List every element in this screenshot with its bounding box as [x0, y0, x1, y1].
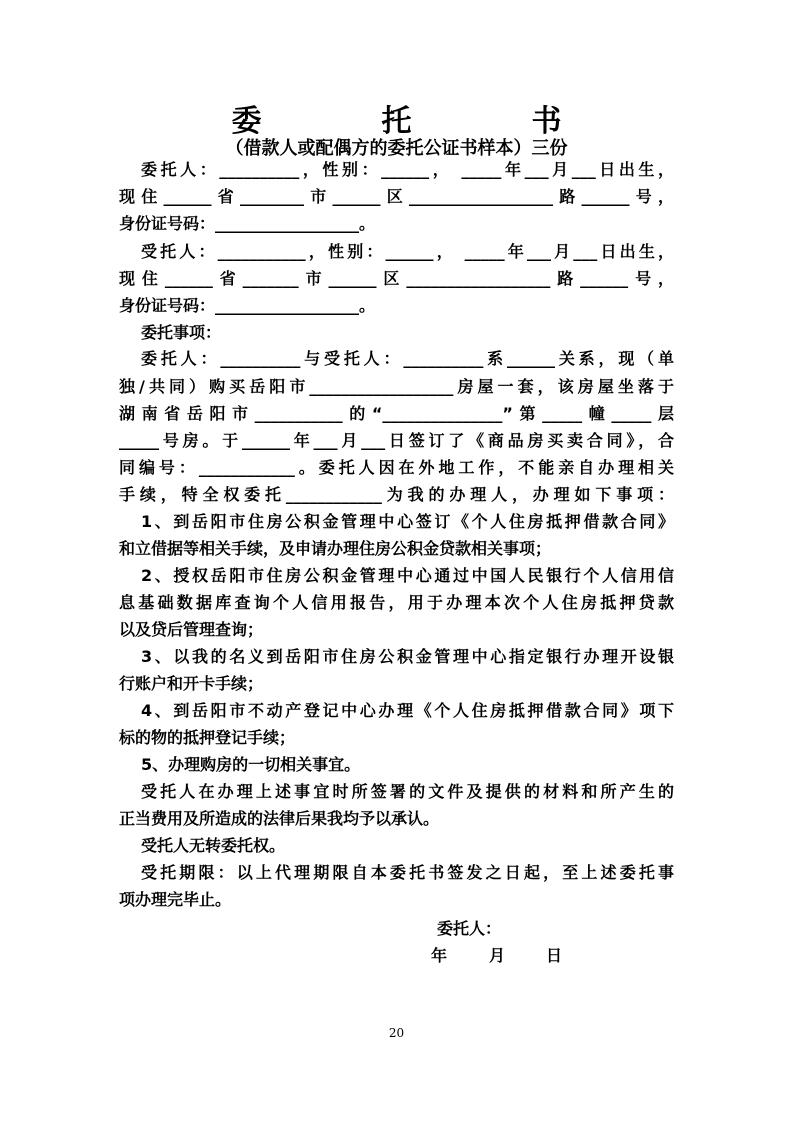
principal-info-line: 委托人：__________，性别：______， _____年___月___日出生， — [141, 160, 674, 179]
matters-paragraph-line: 委托人：__________与受托人：__________系______关系，现（单 — [141, 349, 674, 368]
item-2-line: 息基础数据库查询个人信用报告，用于办理本次个人住房抵押贷款 — [119, 593, 674, 612]
principal-address-line: 现住______省________市______区__________________路______号， — [119, 187, 674, 206]
matters-paragraph-line: 独/共同）购买岳阳市__________________房屋一套，该房屋坐落于 — [119, 377, 674, 396]
agent-address-line: 现住______省_______市______区__________________路______号， — [119, 269, 674, 288]
item-3-line: 3、以我的名义到岳阳市住房公积金管理中心指定银行办理开设银 — [141, 647, 674, 666]
item-3-line: 行账户和开卡手续； — [119, 674, 264, 693]
item-4-line: 标的物的抵押登记手续； — [119, 728, 296, 747]
term-line: 项办理完毕止。 — [119, 890, 232, 909]
matters-heading: 委托事项： — [141, 323, 222, 342]
signature-month: 月 — [489, 946, 506, 965]
agent-info-line: 受托人：___________，性别：______， _____年___月___日出生， — [141, 242, 674, 261]
item-2-line: 2、授权岳阳市住房公积金管理中心通过中国人民银行个人信用信 — [141, 566, 674, 585]
signature-day: 日 — [546, 946, 563, 965]
item-1-line: 和立借据等相关手续，及申请办理住房公积金贷款相关事项； — [119, 539, 552, 558]
no-subdelegation-line: 受托人无转委托权。 — [141, 836, 286, 855]
agent-id-line: 身份证号码：__________________。 — [119, 296, 376, 315]
item-5-line: 5、办理购房的一切相关事宜。 — [141, 755, 361, 774]
title-char-2: 托 — [381, 104, 412, 139]
matters-paragraph-line: 湖南省岳阳市___________的“_______________”第_____幢_____层 — [119, 404, 674, 423]
matters-paragraph-line: 同编号：____________。委托人因在外地工作，不能亲自办理相关 — [119, 458, 674, 477]
term-line: 受托期限：以上代理期限自本委托书签发之日起，至上述委托事 — [141, 863, 674, 882]
matters-paragraph-line: 手续，特全权委托____________为我的办理人，办理如下事项： — [119, 485, 674, 504]
signature-label: 委托人： — [437, 919, 502, 938]
matters-paragraph-line: _____号房。于______年___月___日签订了《商品房买卖合同》，合 — [119, 431, 674, 450]
acknowledgement-line: 正当费用及所造成的法律后果我均予以承认。 — [119, 809, 440, 828]
item-4-line: 4、到岳阳市不动产登记中心办理《个人住房抵押借款合同》项下 — [141, 701, 674, 720]
title-char-1: 委 — [231, 104, 262, 139]
item-2-line: 以及贷后管理查询； — [119, 620, 264, 639]
page-number: 20 — [388, 1026, 405, 1040]
acknowledgement-line: 受托人在办理上述事宜时所签署的文件及提供的材料和所产生的 — [141, 782, 674, 801]
document-subtitle: （借款人或配偶方的委托公证书样本）三份 — [225, 138, 568, 159]
principal-id-line: 身份证号码：__________________。 — [119, 214, 376, 233]
item-1-line: 1、到岳阳市住房公积金管理中心签订《个人住房抵押借款合同》 — [141, 512, 674, 531]
signature-year: 年 — [431, 946, 448, 965]
title-char-3: 书 — [531, 104, 562, 139]
